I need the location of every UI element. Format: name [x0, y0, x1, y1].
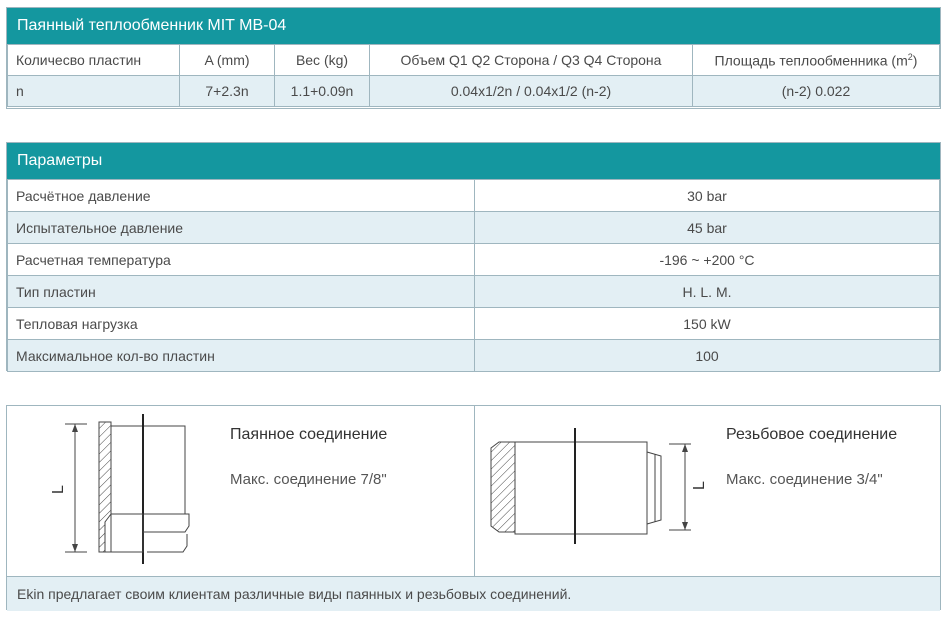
connections-divider — [474, 406, 475, 576]
header-volume: Объем Q1 Q2 Сторона / Q3 Q4 Сторона — [370, 45, 693, 76]
header-weight: Вес (kg) — [275, 45, 370, 76]
threaded-dim-label: L — [691, 481, 708, 490]
param-row — [8, 244, 940, 276]
spec-table — [7, 44, 940, 107]
cell-plates-count: n — [8, 76, 180, 107]
param-row — [8, 276, 940, 308]
connections-footer-note: Ekin предлагает своим клиентам различные виды паянных и резьбовых соединений. — [7, 577, 940, 611]
param-value: 30 bar — [475, 180, 940, 212]
cell-area: (n-2) 0.022 — [693, 76, 940, 107]
connections-panel — [6, 405, 941, 610]
param-label: Тепловая нагрузка — [8, 308, 475, 340]
header-a-mm: A (mm) — [180, 45, 275, 76]
param-row — [8, 180, 940, 212]
cell-weight: 1.1+0.09n — [275, 76, 370, 107]
param-row — [8, 212, 940, 244]
spec-header-row — [8, 45, 940, 76]
param-value: -196 ~ +200 °C — [475, 244, 940, 276]
header-plates-count: Количесво пластин — [8, 45, 180, 76]
params-table — [7, 179, 940, 372]
param-label: Испытательное давление — [8, 212, 475, 244]
params-table-panel — [6, 142, 941, 371]
spec-table-panel — [6, 7, 941, 109]
param-label: Расчётное давление — [8, 180, 475, 212]
param-value: H. L. M. — [475, 276, 940, 308]
param-value: 100 — [475, 340, 940, 372]
cell-a-mm: 7+2.3n — [180, 76, 275, 107]
brazed-connection-title: Паянное соединение — [230, 426, 388, 443]
param-value: 150 kW — [475, 308, 940, 340]
brazed-dim-label: L — [50, 485, 67, 494]
spec-table-title: Паянный теплообменник MIT MB-04 — [7, 8, 940, 44]
brazed-connection-drawing — [37, 414, 207, 564]
connections-area — [7, 406, 940, 577]
header-area-text: Площадь теплообменника (m — [714, 52, 908, 69]
header-area-close: ) — [912, 52, 918, 69]
threaded-connection-desc: Макс. соединение 3/4" — [726, 471, 883, 488]
brazed-connection-desc: Макс. соединение 7/8" — [230, 471, 387, 488]
threaded-connection-title: Резьбовое соединение — [726, 426, 898, 443]
param-value: 45 bar — [475, 212, 940, 244]
param-row — [8, 340, 940, 372]
spec-data-row — [8, 76, 940, 107]
header-area-sup: 2 — [907, 51, 913, 62]
param-label: Максимальное кол-во пластин — [8, 340, 475, 372]
cell-volume: 0.04x1/2n / 0.04x1/2 (n-2) — [370, 76, 693, 107]
threaded-dim-label-glyph — [691, 472, 711, 496]
header-area — [693, 45, 940, 76]
param-label: Тип пластин — [8, 276, 475, 308]
threaded-connection-drawing — [485, 424, 705, 554]
param-row — [8, 308, 940, 340]
params-table-title: Параметры — [7, 143, 940, 179]
param-label: Расчетная температура — [8, 244, 475, 276]
